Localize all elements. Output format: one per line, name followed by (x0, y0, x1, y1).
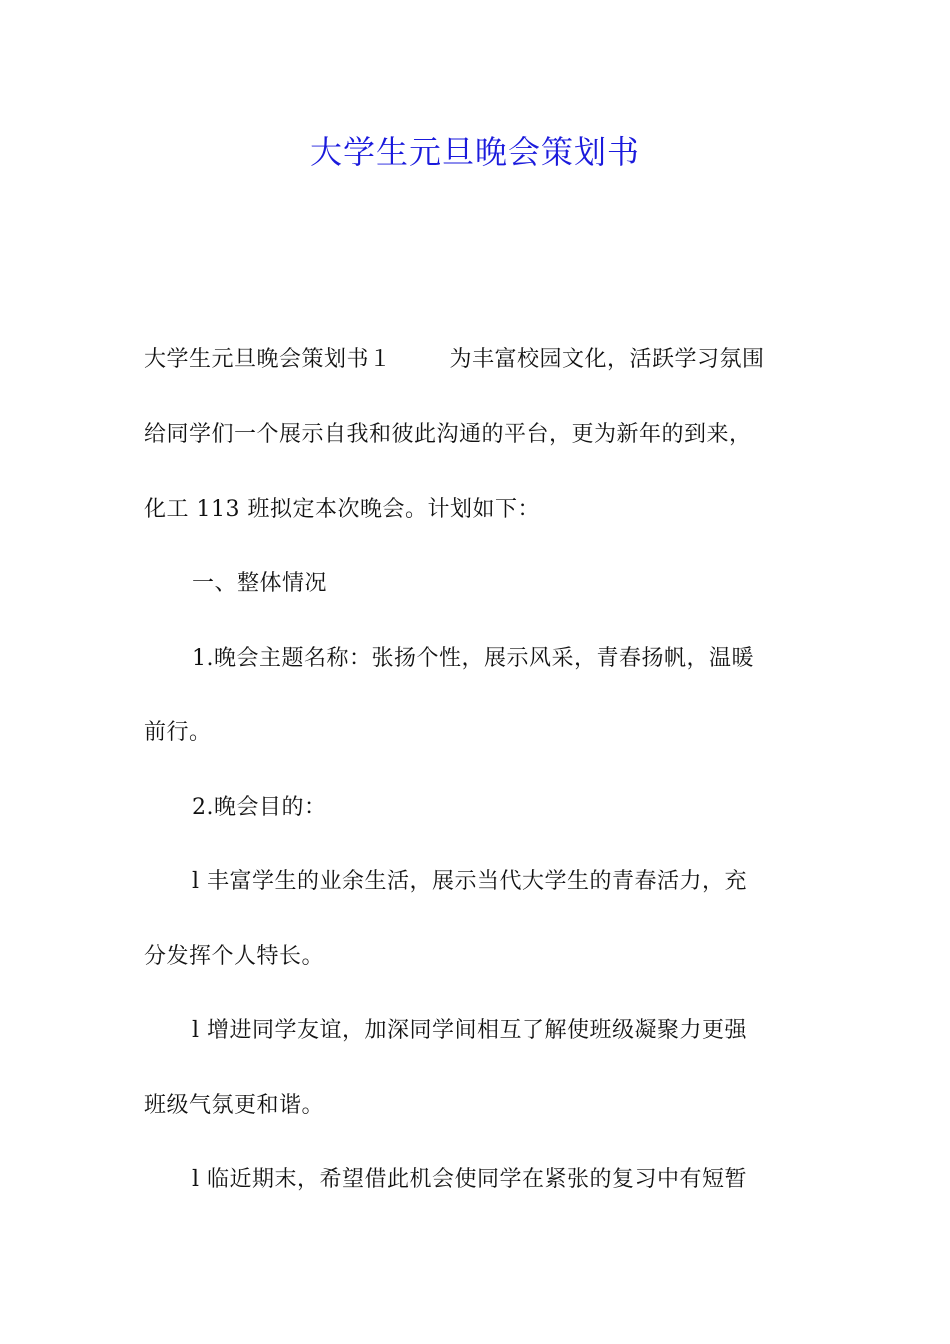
body-text: 为丰富校园文化，活跃学习氛围 (449, 347, 765, 372)
section-heading-inline: 大学生元旦晚会策划书１ (144, 347, 392, 372)
body-line-12: l 临近期末，希望借此机会使同学在紧张的复习中有短暂 (192, 1167, 748, 1192)
body-line-8: l 丰富学生的业余生活，展示当代大学生的青春活力，充 (192, 869, 748, 894)
section-heading: 一、整体情况 (192, 571, 328, 596)
body-line-7: 2.晚会目的： (192, 795, 327, 820)
body-line-3: 化工 113 班拟定本次晚会。计划如下： (144, 497, 540, 522)
body-line-5: 1.晚会主题名称：张扬个性，展示风采，青春扬帆，温暖 (192, 646, 754, 671)
body-line-1 (144, 342, 814, 378)
body-line-10: l 增进同学友谊，加深同学间相互了解使班级凝聚力更强 (192, 1018, 748, 1043)
document-title: 大学生元旦晚会策划书 (309, 133, 640, 171)
body-line-9: 分发挥个人特长。 (144, 944, 325, 969)
body-line-6: 前行。 (144, 720, 212, 745)
body-line-2: 给同学们一个展示自我和彼此沟通的平台，更为新年的到来， (144, 422, 752, 447)
body-line-11: 班级气氛更和谐。 (144, 1093, 325, 1118)
